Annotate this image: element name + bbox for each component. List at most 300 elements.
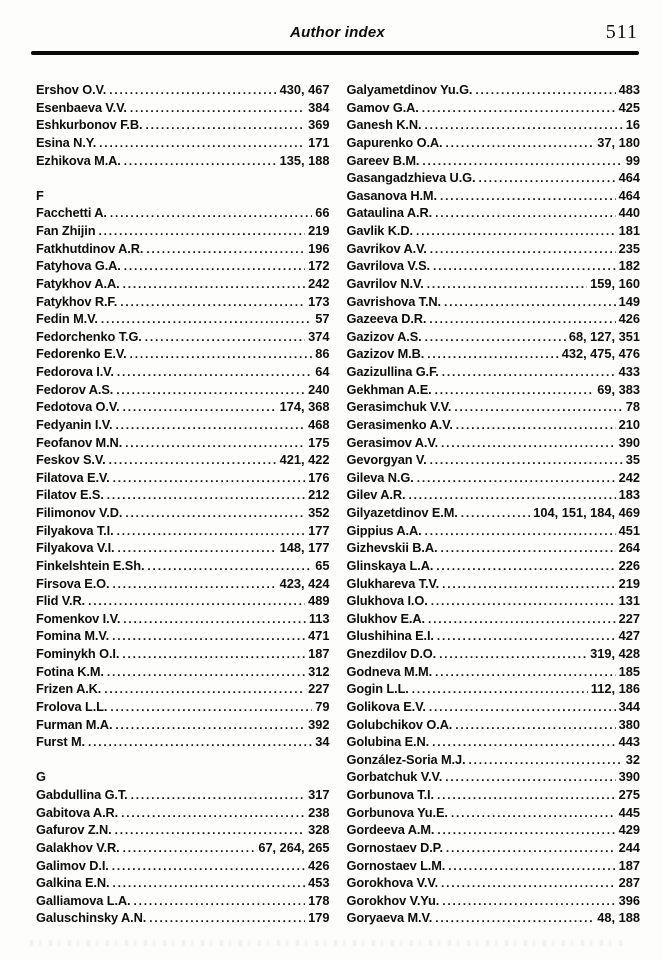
dot-leader — [439, 646, 587, 663]
index-entry — [347, 557, 641, 575]
page-refs: 425 — [618, 99, 640, 115]
dot-leader — [115, 417, 305, 434]
author-name: Gippius A.A. — [346, 522, 422, 538]
index-entry — [347, 293, 641, 311]
index-entry — [36, 663, 330, 681]
page-refs: 65 — [315, 557, 330, 573]
author-name: Gilev A.R. — [346, 487, 406, 503]
page-refs: 264 — [618, 540, 640, 556]
index-entry — [347, 592, 641, 610]
author-name: Galimov D.I. — [36, 857, 109, 873]
dot-leader — [412, 681, 588, 698]
index-entry — [347, 804, 641, 822]
page-refs: 423, 424 — [279, 575, 330, 591]
index-entry — [36, 451, 330, 469]
author-name: Finkelshtein E.Sh. — [36, 557, 145, 573]
dot-leader — [118, 540, 277, 557]
index-entry — [347, 416, 641, 434]
index-entry — [347, 539, 641, 557]
dot-leader — [116, 382, 305, 399]
index-entry — [347, 152, 641, 170]
page-refs: 178 — [308, 892, 330, 908]
index-entry — [347, 257, 641, 275]
index-entry — [36, 275, 330, 293]
page-refs: 235 — [618, 240, 640, 256]
dot-leader — [429, 311, 615, 328]
author-name: Galakhov V.R. — [36, 839, 120, 855]
author-name: Gataulina A.R. — [346, 205, 433, 221]
index-entry — [347, 222, 641, 240]
page-refs: 68, 127, 351 — [568, 328, 640, 344]
page-refs: 287 — [618, 875, 640, 891]
page-refs: 66 — [315, 205, 330, 221]
index-entry — [347, 328, 641, 346]
index-entry — [36, 645, 330, 663]
author-name: Fatykhov A.A. — [36, 275, 120, 291]
dot-leader — [442, 576, 616, 593]
column-spacer — [36, 751, 330, 769]
page-refs: 396 — [618, 892, 640, 908]
page-refs: 179 — [308, 910, 330, 926]
dot-leader — [123, 276, 306, 293]
index-columns — [36, 81, 640, 927]
author-name: Gareev B.M. — [346, 152, 420, 168]
dot-leader — [146, 241, 305, 258]
author-name: Galliamova L.A. — [36, 892, 131, 908]
dot-leader — [122, 646, 305, 663]
author-name: Gavrilov N.V. — [346, 275, 424, 291]
dot-leader — [442, 364, 616, 381]
index-entry — [347, 275, 641, 293]
dot-leader — [416, 223, 616, 240]
page-refs: 35 — [625, 452, 640, 468]
page-refs: 196 — [308, 240, 330, 256]
author-name: Fan Zhijin — [36, 223, 96, 238]
author-name: Esina N.Y. — [36, 134, 97, 150]
dot-leader — [468, 752, 622, 769]
dot-leader — [113, 470, 306, 487]
index-entry — [36, 363, 330, 381]
author-name: Gerasimenko A.V. — [346, 416, 453, 432]
dot-leader — [124, 153, 277, 170]
index-entry — [347, 522, 641, 540]
index-entry — [36, 204, 330, 222]
dot-leader — [440, 188, 616, 205]
column-spacer — [36, 169, 330, 187]
index-entry — [347, 363, 641, 381]
page-refs: 352 — [308, 505, 330, 520]
dot-leader — [123, 840, 256, 857]
index-entry — [36, 733, 330, 751]
page-refs: 187 — [618, 857, 640, 873]
author-name: Gamov G.A. — [346, 99, 419, 115]
index-entry — [36, 627, 330, 645]
author-name: Flid V.R. — [36, 593, 86, 609]
dot-leader — [130, 346, 313, 363]
author-name: Filimonov V.D. — [36, 505, 123, 520]
author-name: Glushihina E.I. — [346, 628, 434, 644]
dot-leader — [125, 505, 305, 522]
page-refs: 172 — [308, 258, 330, 274]
author-name: Gordeeva A.M. — [346, 822, 435, 838]
dot-leader — [430, 452, 623, 469]
author-name: Fedorenko E.V. — [36, 346, 127, 362]
index-entry — [347, 187, 641, 205]
dot-leader — [115, 717, 305, 734]
dot-leader — [442, 893, 615, 910]
author-name: Glukhova I.O. — [346, 593, 428, 609]
index-entry — [347, 645, 641, 663]
dot-leader — [425, 329, 566, 346]
author-name: Fedyanin I.V. — [36, 416, 113, 432]
page-refs: 226 — [618, 557, 640, 573]
dot-leader — [107, 487, 305, 504]
page-refs: 471 — [308, 628, 330, 644]
index-entry — [36, 786, 330, 804]
dot-leader — [115, 822, 306, 839]
author-name: Gerasimchuk V.V. — [346, 399, 452, 415]
author-name: Ershov O.V. — [36, 82, 107, 97]
index-entry — [36, 81, 330, 99]
dot-leader — [110, 699, 312, 716]
author-name: Filyakova T.I. — [36, 522, 114, 538]
dot-leader — [107, 664, 305, 681]
dot-leader — [425, 117, 623, 134]
author-name: Filatova E.V. — [36, 469, 110, 485]
index-entry — [347, 451, 641, 469]
page-refs: 148, 177 — [279, 540, 330, 556]
page-refs: 238 — [308, 804, 330, 820]
index-entry — [347, 398, 641, 416]
page-refs: 240 — [308, 381, 330, 397]
index-entry — [36, 716, 330, 734]
index-entry — [36, 874, 330, 892]
dot-leader — [435, 382, 595, 399]
index-entry — [347, 575, 641, 593]
dot-leader — [124, 258, 305, 275]
page-refs: 219 — [308, 223, 330, 238]
dot-leader — [454, 399, 622, 416]
page-refs: 210 — [618, 416, 640, 432]
index-entry — [36, 698, 330, 716]
page-refs: 384 — [308, 99, 330, 115]
index-entry — [347, 857, 641, 875]
dot-leader — [437, 628, 616, 645]
author-name: Gabitova A.R. — [36, 804, 119, 820]
index-entry — [347, 874, 641, 892]
page-refs: 489 — [308, 593, 330, 609]
index-entry — [36, 416, 330, 434]
dot-leader — [131, 787, 306, 804]
page-refs: 16 — [625, 117, 640, 133]
author-name: Frolova L.L. — [36, 698, 108, 714]
dot-leader — [123, 399, 277, 416]
page-refs: 159, 160 — [590, 275, 640, 291]
index-entry — [36, 257, 330, 275]
index-entry — [36, 293, 330, 311]
author-name: Gorbatchuk V.V. — [346, 769, 443, 785]
dot-leader — [433, 258, 616, 275]
page-refs: 79 — [315, 698, 330, 714]
index-entry — [347, 99, 641, 117]
author-name: Gazizullina G.F. — [346, 364, 439, 379]
author-name: Facchetti A. — [36, 205, 107, 221]
dot-leader — [456, 417, 616, 434]
dot-leader — [117, 364, 312, 381]
dot-leader — [112, 875, 305, 892]
page-refs: 443 — [618, 734, 640, 750]
dot-leader — [429, 699, 616, 716]
author-name: Gileva N.G. — [346, 469, 414, 485]
page-refs: 176 — [308, 469, 330, 485]
page-refs: 244 — [618, 839, 640, 855]
index-entry — [36, 310, 330, 328]
page-refs: 421, 422 — [279, 452, 330, 468]
dot-leader — [435, 910, 594, 927]
index-entry — [36, 99, 330, 117]
dot-leader — [109, 452, 277, 469]
author-name: Fotina K.M. — [36, 663, 104, 679]
header-rule — [31, 51, 639, 55]
index-entry — [347, 116, 641, 134]
index-entry — [347, 81, 641, 99]
index-entry — [347, 716, 641, 734]
page-refs: 182 — [618, 258, 640, 274]
index-entry — [347, 733, 641, 751]
dot-leader — [88, 593, 305, 610]
author-name: Eshkurbonov F.B. — [36, 117, 143, 133]
author-name: Fomina M.V. — [36, 628, 110, 644]
author-name: Fedorova I.V. — [36, 364, 114, 379]
index-entry — [347, 381, 641, 399]
page-refs: 175 — [308, 434, 330, 450]
page-refs: 464 — [618, 187, 640, 203]
dot-leader — [441, 435, 616, 452]
author-name: Fedorchenko T.G. — [36, 328, 142, 344]
dot-leader — [117, 523, 306, 540]
author-name: Galkina E.N. — [36, 875, 110, 891]
author-name: Glinskaya L.A. — [346, 557, 434, 573]
page-refs: 37, 180 — [597, 134, 640, 150]
dot-leader — [109, 82, 276, 99]
index-entry — [36, 857, 330, 875]
index-entry — [347, 169, 641, 187]
page-refs: 173 — [308, 293, 330, 309]
dot-leader — [149, 910, 305, 927]
index-entry — [36, 821, 330, 839]
index-entry — [36, 804, 330, 822]
page-refs: 275 — [618, 787, 640, 802]
index-entry — [36, 575, 330, 593]
author-name: Glukhov E.A. — [346, 610, 425, 626]
author-name: Golubchikov O.A. — [346, 716, 453, 732]
author-name: Ezhikova M.A. — [36, 152, 121, 168]
index-entry — [36, 539, 330, 557]
author-name: Golikova E.V. — [346, 698, 426, 714]
author-name: Gorbunova Yu.E. — [346, 804, 448, 820]
page-refs: 112, 186 — [590, 681, 640, 697]
page-header-title: Author index — [290, 24, 385, 41]
index-column-right — [347, 81, 641, 927]
dot-leader — [435, 205, 616, 222]
author-name: Feskov S.V. — [36, 452, 106, 468]
dot-leader — [448, 858, 615, 875]
author-name: Gorokhova V.V. — [346, 875, 439, 891]
dot-leader — [455, 717, 615, 734]
author-name: Fedotova O.V. — [36, 399, 120, 415]
index-entry — [347, 434, 641, 452]
page-refs: 433 — [618, 364, 640, 379]
page-refs: 242 — [308, 275, 330, 291]
index-entry — [347, 839, 641, 857]
page-refs: 104, 151, 184, 469 — [533, 505, 640, 520]
page-refs: 64 — [315, 364, 330, 379]
author-name: Gorokhov V.Yu. — [346, 892, 440, 908]
dot-leader — [425, 523, 616, 540]
page-refs: 67, 264, 265 — [258, 839, 330, 855]
index-entry — [36, 557, 330, 575]
author-name: Glukhareva T.V. — [346, 575, 440, 591]
page-refs: 319, 428 — [590, 646, 640, 661]
dot-leader — [112, 858, 305, 875]
author-name: Esenbaeva V.V. — [36, 99, 127, 115]
dot-leader — [110, 205, 312, 222]
index-entry — [36, 892, 330, 910]
author-name: Feofanov M.N. — [36, 434, 123, 450]
index-entry — [347, 663, 641, 681]
dot-leader — [408, 487, 615, 504]
index-entry — [36, 839, 330, 857]
page-number: 511 — [605, 21, 638, 43]
dot-leader — [437, 822, 615, 839]
page-refs: 440 — [618, 205, 640, 221]
index-entry — [36, 152, 330, 170]
author-name: Furst M. — [36, 734, 85, 750]
dot-leader — [446, 840, 616, 857]
author-name: Ganesh K.N. — [346, 117, 422, 133]
dot-leader — [101, 311, 312, 328]
index-entry — [36, 328, 330, 346]
author-name: González-Soria M.J. — [346, 751, 466, 767]
index-entry — [36, 592, 330, 610]
dot-leader — [451, 805, 616, 822]
page-refs: 48, 188 — [597, 910, 640, 926]
page-refs: 219 — [618, 575, 640, 591]
page-refs: 464 — [618, 170, 640, 186]
author-name: Gabdullina G.T. — [36, 787, 128, 802]
scan-artifact — [30, 940, 623, 946]
author-name: Fatkhutdinov A.R. — [36, 240, 144, 256]
author-name: Gasangadzhieva U.G. — [346, 170, 476, 186]
dot-leader — [427, 346, 558, 363]
dot-leader — [104, 681, 305, 698]
page-refs: 86 — [315, 346, 330, 362]
index-entry — [347, 345, 641, 363]
dot-leader — [145, 329, 305, 346]
dot-leader — [475, 82, 615, 99]
page-refs: 177 — [308, 522, 330, 538]
author-name: Gavrilova V.S. — [346, 258, 430, 274]
index-entry — [36, 240, 330, 258]
index-entry — [36, 504, 330, 522]
index-entry — [347, 821, 641, 839]
page-refs: 374 — [308, 328, 330, 344]
dot-leader — [134, 893, 306, 910]
index-entry — [347, 240, 641, 258]
author-name: Furman M.A. — [36, 716, 113, 732]
page-refs: 451 — [618, 522, 640, 538]
dot-leader — [422, 100, 616, 117]
index-entry — [36, 610, 330, 628]
author-name: Galyametdinov Yu.G. — [346, 82, 473, 97]
dot-leader — [130, 100, 305, 117]
page-refs: 453 — [308, 875, 330, 891]
index-entry — [36, 434, 330, 452]
dot-leader — [440, 540, 615, 557]
page-refs: 113 — [308, 610, 330, 626]
dot-leader — [99, 135, 305, 152]
index-entry — [347, 751, 641, 769]
index-entry — [347, 310, 641, 328]
dot-leader — [436, 558, 615, 575]
index-entry — [347, 786, 641, 804]
dot-leader — [98, 223, 305, 240]
dot-leader — [88, 734, 312, 751]
dot-leader — [446, 135, 595, 152]
index-entry — [36, 680, 330, 698]
page-refs: 390 — [618, 769, 640, 785]
index-entry — [36, 522, 330, 540]
page-header — [35, 21, 640, 50]
page-refs: 174, 368 — [279, 399, 330, 415]
author-name: Gavrikov A.V. — [346, 240, 427, 256]
author-name: Fominykh O.I. — [36, 646, 120, 661]
dot-leader — [431, 593, 616, 610]
author-name: Gilyazetdinov E.M. — [346, 505, 458, 520]
index-entry — [36, 381, 330, 399]
dot-leader — [112, 628, 305, 645]
page-refs: 78 — [625, 399, 640, 415]
author-name: Gizhevskii B.A. — [346, 540, 438, 556]
author-name: Gasanova H.M. — [346, 187, 437, 203]
dot-leader — [147, 558, 312, 575]
page-refs: 32 — [625, 751, 640, 767]
index-entry — [36, 345, 330, 363]
author-name: Fatykhov R.F. — [36, 293, 118, 309]
author-name: Fatyhova G.A. — [36, 258, 121, 274]
page-refs: 227 — [618, 610, 640, 626]
author-name: Gavlik K.D. — [346, 223, 413, 238]
dot-leader — [427, 276, 587, 293]
page-refs: 429 — [618, 822, 640, 838]
page-refs: 483 — [618, 82, 640, 97]
page-refs: 380 — [618, 716, 640, 732]
author-name: Goryaeva M.V. — [346, 910, 433, 926]
page-refs: 426 — [308, 857, 330, 873]
page-refs: 57 — [315, 311, 330, 327]
author-name: Golubina E.N. — [346, 734, 430, 750]
page-refs: 432, 475, 476 — [561, 346, 640, 362]
section-letter: F — [36, 187, 44, 203]
index-column-left — [36, 81, 330, 927]
author-name: Frizen A.K. — [36, 681, 102, 697]
dot-leader — [120, 294, 305, 311]
page-refs: 227 — [308, 681, 330, 697]
author-name: Filyakova V.I. — [36, 540, 115, 556]
page-refs: 392 — [308, 716, 330, 732]
author-name: Fomenkov I.V. — [36, 610, 121, 626]
page-refs: 99 — [625, 152, 640, 168]
